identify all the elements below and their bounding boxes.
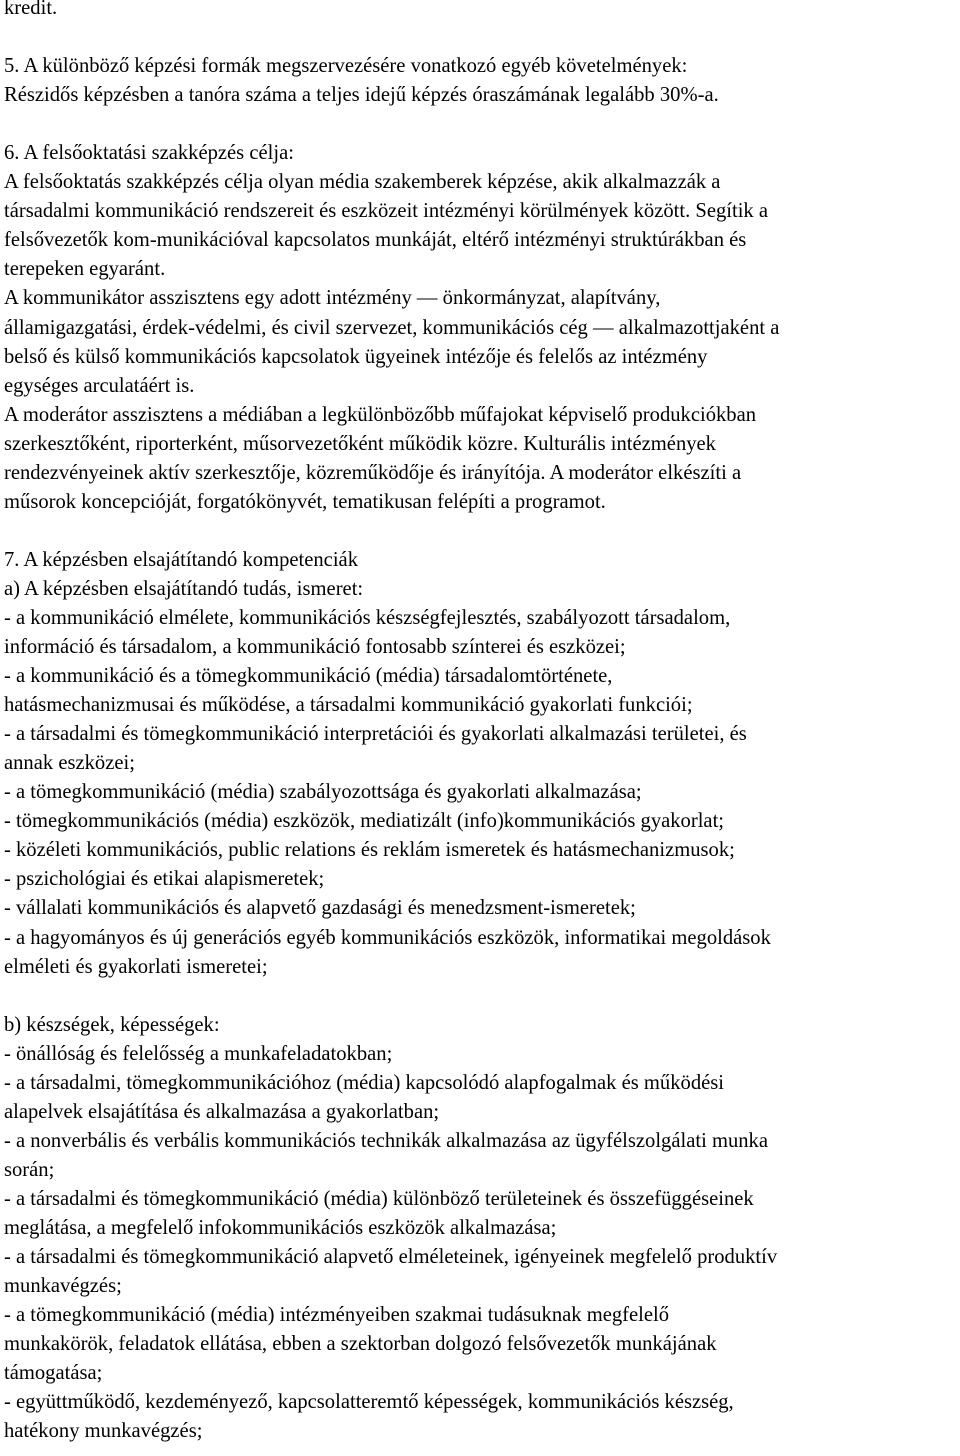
- section-7-heading: 7. A képzésben elsajátítandó kompetenciák: [4, 548, 358, 571]
- list-item-continuation: meglátása, a megfelelő infokommunikációs eszközök alkalmazása;: [4, 1216, 557, 1239]
- section-6-heading: 6. A felsőoktatási szakképzés célja:: [4, 142, 294, 165]
- text-line: belső és külső kommunikációs kapcsolatok ügyeinek intézője és felelős az intézmény: [4, 345, 708, 368]
- list-item-continuation: alapelvek elsajátítása és alkalmazása a gyakorlatban;: [4, 1100, 440, 1123]
- list-item: - együttműködő, kezdeményező, kapcsolatteremtő képességek, kommunikációs készség,: [4, 1391, 734, 1414]
- text-line: kredit.: [4, 0, 58, 19]
- text-line: A moderátor asszisztens a médiában a legkülönbözőbb műfajokat képviselő produkciókban: [4, 403, 757, 426]
- list-item: - a hagyományos és új generációs egyéb kommunikációs eszközök, informatikai megoldások: [4, 926, 771, 949]
- list-item: - a tömegkommunikáció (média) intézményeiben szakmai tudásuknak megfelelő: [4, 1304, 670, 1327]
- text-line: rendezvényeinek aktív szerkesztője, közreműködője és irányítója. A moderátor elkészíti a: [4, 461, 742, 484]
- text-line: Részidős képzésben a tanóra száma a teljes idejű képzés óraszámának legalább 30%-a.: [4, 84, 719, 107]
- list-item: - pszichológiai és etikai alapismeretek;: [4, 868, 325, 891]
- text-line: felsővezetők kom-munikációval kapcsolatos munkáját, eltérő intézményi struktúrákban és: [4, 229, 747, 252]
- subsection-a-heading: a) A képzésben elsajátítandó tudás, ismeret:: [4, 577, 364, 600]
- list-item-continuation: munkakörök, feladatok ellátása, ebben a szektorban dolgozó felsővezetők munkájának: [4, 1333, 717, 1356]
- text-line: államigazgatási, érdek-védelmi, és civil szervezet, kommunikációs cég — alkalmazottjaként a: [4, 316, 780, 339]
- blank-line: [4, 110, 956, 139]
- blank-line: [4, 23, 956, 52]
- list-item: - vállalati kommunikációs és alapvető gazdasági és menedzsment-ismeretek;: [4, 897, 636, 920]
- list-item-continuation: támogatása;: [4, 1362, 103, 1385]
- text-line: műsorok koncepcióját, forgatókönyvét, tematikusan felépíti a programot.: [4, 490, 606, 513]
- text-line: A kommunikátor asszisztens egy adott intézmény — önkormányzat, alapítvány,: [4, 287, 661, 310]
- list-item: - a tömegkommunikáció (média) szabályozottsága és gyakorlati alkalmazása;: [4, 781, 642, 804]
- subsection-b-heading: b) készségek, képességek:: [4, 1013, 220, 1036]
- text-line: szerkesztőként, riporterként, műsorvezetőként működik közre. Kulturális intézmények: [4, 432, 716, 455]
- list-item: - a társadalmi, tömegkommunikációhoz (média) kapcsolódó alapfogalmak és működési: [4, 1071, 724, 1094]
- section-5-heading: 5. A különböző képzési formák megszervezésére vonatkozó egyéb követelmények:: [4, 55, 688, 78]
- list-item: - a társadalmi és tömegkommunikáció (média) különböző területeinek és összefüggéseinek: [4, 1187, 754, 1210]
- list-item-continuation: annak eszközei;: [4, 752, 135, 775]
- text-line: társadalmi kommunikáció rendszereit és eszközeit intézményi körülmények között. Segítik a: [4, 200, 769, 223]
- list-item: - a társadalmi és tömegkommunikáció interpretációi és gyakorlati alkalmazási területei, és: [4, 723, 747, 746]
- text-line: terepeken egyaránt.: [4, 258, 166, 281]
- list-item-continuation: hatásmechanizmusai és működése, a társadalmi kommunikáció gyakorlati funkciói;: [4, 694, 693, 717]
- text-line: A felsőoktatás szakképzés célja olyan média szakemberek képzése, akik alkalmazzák a: [4, 171, 721, 194]
- list-item: - a kommunikáció és a tömegkommunikáció (média) társadalomtörténete,: [4, 665, 613, 688]
- list-item: - önállóság és felelősség a munkafeladatokban;: [4, 1042, 393, 1065]
- list-item: - a társadalmi és tömegkommunikáció alapvető elméleteinek, igényeinek megfelelő produktív: [4, 1246, 778, 1269]
- blank-line: [4, 517, 956, 546]
- list-item: - tömegkommunikációs (média) eszközök, mediatizált (info)kommunikációs gyakorlat;: [4, 810, 725, 833]
- list-item-continuation: munkavégzés;: [4, 1275, 122, 1298]
- list-item: - közéleti kommunikációs, public relations és reklám ismeretek és hatásmechanizmusok;: [4, 839, 735, 862]
- list-item: - a kommunikáció elmélete, kommunikációs készségfejlesztés, szabályozott társadalom,: [4, 606, 731, 629]
- text-line: egységes arculatáért is.: [4, 374, 195, 397]
- list-item-continuation: hatékony munkavégzés;: [4, 1420, 203, 1443]
- document-page: [4, 0, 956, 1446]
- list-item-continuation: információ és társadalom, a kommunikáció fontosabb színterei és eszközei;: [4, 636, 626, 659]
- blank-line: [4, 982, 956, 1011]
- list-item: - a nonverbális és verbális kommunikációs technikák alkalmazása az ügyfélszolgálati munka: [4, 1129, 768, 1152]
- list-item-continuation: elméleti és gyakorlati ismeretei;: [4, 955, 268, 978]
- list-item-continuation: során;: [4, 1158, 55, 1181]
